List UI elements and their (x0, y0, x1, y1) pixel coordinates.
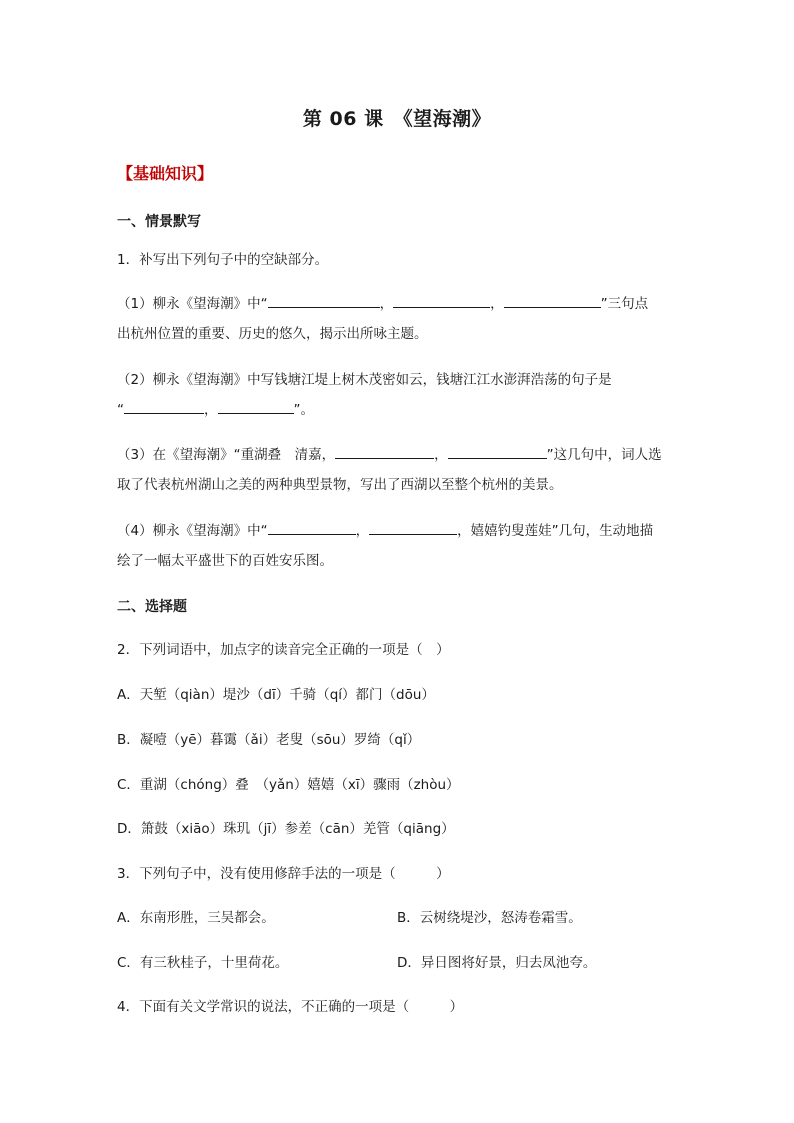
blank (218, 399, 294, 414)
blank (335, 444, 434, 459)
question-1-item-3-line-2: 取了代表杭州湖山之美的两种典型景物，写出了西湖以至整个杭州的美景。 (117, 477, 563, 493)
text: ”三句点 (600, 296, 649, 312)
question-1-item-1-line-1 (117, 293, 677, 315)
text: ， (434, 447, 448, 463)
blank (393, 293, 490, 308)
section-basic-knowledge: 【基础知识】 (117, 164, 214, 183)
blank (369, 520, 457, 535)
text: （3）在《望海潮》“重湖叠 清嘉， (117, 447, 336, 463)
question-3-option-c: C．有三秋桂子，十里荷花。 (117, 955, 289, 971)
question-1-item-2-line-1: （2）柳永《望海潮》中写钱塘江堤上树木茂密如云，钱塘江江水澎湃浩荡的句子是 (117, 372, 612, 388)
blank (124, 399, 204, 414)
question-2-option-a: A．天堑（qiàn）堤沙（dī）千骑（qí）都门（dōu） (117, 687, 435, 703)
blank (448, 444, 547, 459)
question-1-item-1-line-2: 出杭州位置的重要、历史的悠久，揭示出所咏主题。 (117, 326, 428, 342)
question-2-option-d: D．箫鼓（xiāo）珠玑（jī）参差（cān）羌管（qiāng） (117, 821, 455, 837)
text: ， (490, 296, 504, 312)
blank (504, 293, 601, 308)
question-2-option-b: B．凝噎（yē）暮霭（ǎi）老叟（sōu）罗绮（qǐ） (117, 732, 421, 748)
question-2-option-c: C．重湖（chóng）叠 （yǎn）嬉嬉（xī）骤雨（zhòu） (117, 777, 460, 793)
page-title: 第 06 课 《望海潮》 (302, 108, 492, 130)
text: ， (379, 296, 394, 312)
question-3-option-a: A．东南形胜，三吴都会。 (117, 910, 275, 926)
text: ，嬉嬉钓叟莲娃”几句，生动地描 (457, 523, 654, 539)
question-3-option-b: B．云树绕堤沙，怒涛卷霜雪。 (397, 910, 582, 926)
text: ”。 (293, 402, 314, 418)
question-1: 1．补写出下列句子中的空缺部分。 (117, 252, 329, 268)
text: ， (355, 523, 370, 539)
part1-heading: 一、情景默写 (117, 214, 201, 230)
blank (268, 520, 356, 535)
text: “ (117, 402, 124, 418)
question-1-item-4-line-1 (117, 520, 677, 542)
text: ， (204, 402, 218, 418)
question-1-item-2-line-2 (117, 399, 677, 421)
blank (268, 293, 380, 308)
question-2: 2．下列词语中，加点字的读音完全正确的一项是（ ） (117, 642, 450, 658)
text: （4）柳永《望海潮》中“ (117, 523, 268, 539)
part2-heading: 二、选择题 (117, 599, 187, 615)
question-4: 4．下面有关文学常识的说法，不正确的一项是（ ） (117, 999, 464, 1015)
text: （1）柳永《望海潮》中“ (117, 296, 268, 312)
question-3: 3．下列句子中，没有使用修辞手法的一项是（ ） (117, 866, 450, 882)
text: ”这几句中，词人选 (546, 447, 662, 463)
question-1-item-4-line-2: 绘了一幅太平盛世下的百姓安乐图。 (117, 553, 333, 569)
question-3-option-d: D．异日图将好景，归去凤池夸。 (397, 955, 597, 971)
question-1-item-3-line-1 (117, 444, 677, 466)
